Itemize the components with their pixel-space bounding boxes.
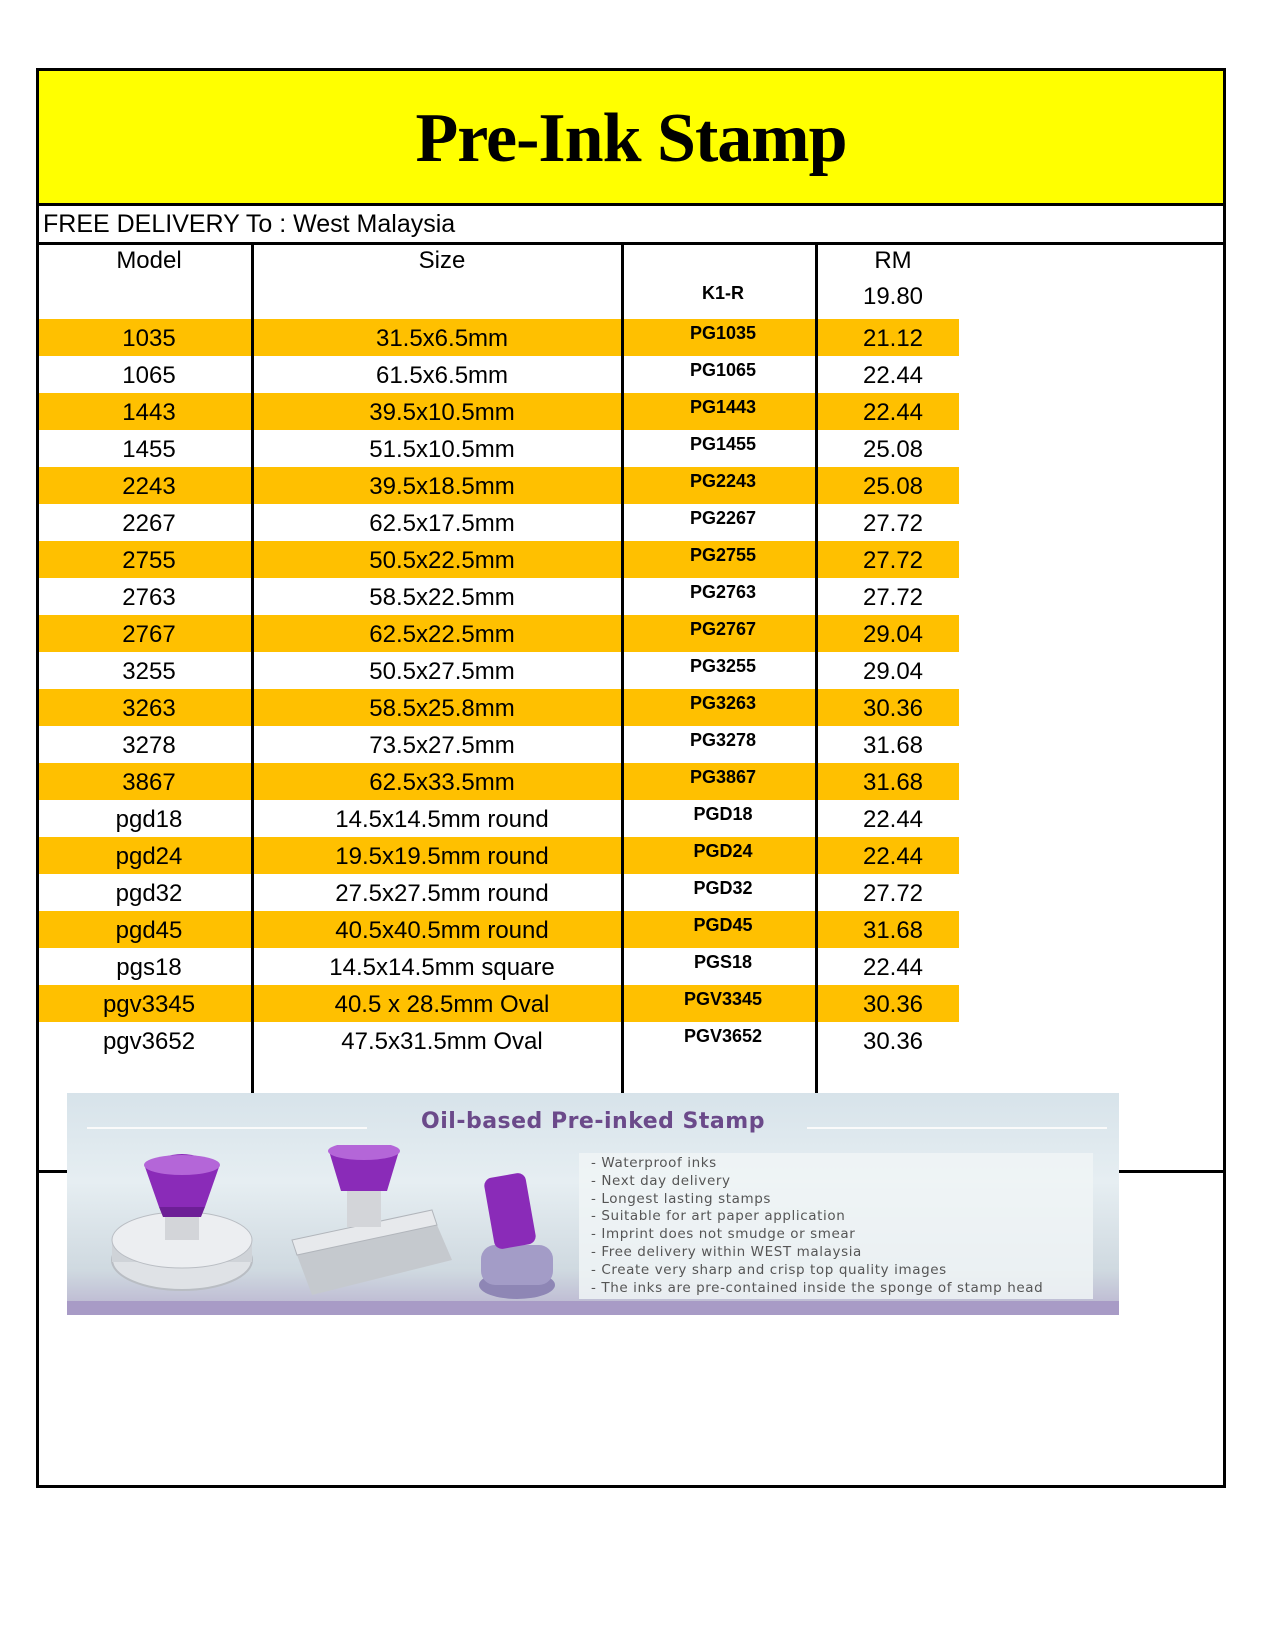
size-cell: 50.5x22.5mm [369,547,515,574]
code-cell: PG1035 [689,323,757,343]
stamp-illustration [97,1145,567,1305]
table-row [39,541,1223,578]
price-cell: 29.04 [862,621,924,648]
price-cell: 27.72 [862,584,924,611]
size-cell: 40.5 x 28.5mm Oval [334,991,550,1018]
price-cell: 30.36 [862,1028,924,1055]
price-table [39,245,1223,1170]
model-cell: 3278 [122,732,176,759]
feature-list [579,1153,1093,1299]
model-cell: pgv3652 [102,1028,196,1055]
code-cell: PG1443 [689,397,757,417]
feature-item: - Next day delivery [591,1172,731,1189]
model-cell: 1065 [122,362,176,389]
model-cell: 1443 [122,399,176,426]
price-cell: 30.36 [862,991,924,1018]
column-divider [251,245,254,1170]
price-cell: 27.72 [862,510,924,537]
feature-item: - Suitable for art paper application [591,1208,846,1225]
table-row [39,578,1223,615]
table-row [39,393,1223,430]
header-rm: RM [874,247,912,274]
feature-item: - Waterproof inks [591,1155,717,1171]
price-cell: 22.44 [862,954,924,981]
size-cell: 61.5x6.5mm [375,362,509,389]
price-cell: 25.08 [862,473,924,500]
feature-item: - Imprint does not smudge or smear [591,1226,856,1243]
table-row [39,837,1223,874]
banner-bottom-strip [67,1301,1119,1315]
model-cell: pgd32 [115,880,183,907]
size-cell: 19.5x19.5mm round [335,843,549,870]
product-banner [67,1093,1119,1315]
code-cell: PG2267 [689,508,757,528]
price-cell: 22.44 [862,843,924,870]
model-cell: 2763 [122,584,176,611]
table-row [39,948,1223,985]
size-cell: 58.5x25.8mm [369,695,515,722]
code-cell: PG2767 [689,619,757,639]
round-stamp-icon [112,1154,252,1290]
code-cell: PG1455 [689,434,757,454]
size-cell: 62.5x17.5mm [369,510,515,537]
price-cell: 30.36 [862,695,924,722]
size-cell: 62.5x22.5mm [369,621,515,648]
model-cell: pgd24 [115,843,183,870]
code-cell: PGD32 [693,878,753,898]
price-cell: 21.12 [862,325,924,352]
size-cell: 40.5x40.5mm round [335,917,549,944]
header-model: Model [116,247,182,274]
page-title: Pre-Ink Stamp [415,100,847,177]
size-cell: 47.5x31.5mm Oval [341,1028,543,1055]
size-cell: 39.5x10.5mm [369,399,515,426]
code-cell: PG3867 [689,767,757,787]
size-cell: 14.5x14.5mm square [329,954,555,981]
table-row [39,1022,1223,1059]
table-row [39,356,1223,393]
code-cell: PGV3652 [683,1026,763,1046]
code-cell: PG2243 [689,471,757,491]
size-cell: 62.5x33.5mm [369,769,515,796]
table-row [39,874,1223,911]
price-cell: 29.04 [862,658,924,685]
code-cell: PG3255 [689,656,757,676]
model-cell: pgs18 [116,954,182,981]
table-row [39,985,1223,1022]
size-cell: 27.5x27.5mm round [335,880,549,907]
size-cell: 31.5x6.5mm [375,325,509,352]
size-cell: 58.5x22.5mm [369,584,515,611]
code-cell: PG2763 [689,582,757,602]
table-row [39,800,1223,837]
feature-item: - Free delivery within WEST malaysia [591,1243,862,1260]
rectangular-stamp-icon [292,1145,452,1295]
model-cell: pgd18 [115,806,183,833]
price-cell: 25.08 [862,436,924,463]
header-size: Size [418,247,466,274]
price-cell: 22.44 [862,806,924,833]
column-divider [815,245,818,1170]
size-cell: 39.5x18.5mm [369,473,515,500]
model-cell: 1455 [122,436,176,463]
model-cell: 2267 [122,510,176,537]
table-row [39,467,1223,504]
small-stamp-icon [479,1172,555,1299]
code-cell: PGS18 [693,952,753,972]
size-cell: 73.5x27.5mm [369,732,515,759]
price-cell: 31.68 [862,732,924,759]
code-cell: PG3278 [689,730,757,750]
model-cell: 1035 [122,325,176,352]
model-cell: 2755 [122,547,176,574]
feature-item: - Longest lasting stamps [591,1190,772,1207]
table-row [39,652,1223,689]
price-sheet [36,68,1226,1488]
feature-item: - The inks are pre-contained inside the sponge of stamp head [591,1279,1044,1296]
table-row [39,615,1223,652]
size-cell: 14.5x14.5mm round [335,806,549,833]
header-rm-value: 19.80 [862,283,924,310]
model-cell: pgv3345 [102,991,196,1018]
feature-item: - Create very sharp and crisp top quality images [591,1261,947,1278]
price-cell: 27.72 [862,547,924,574]
code-cell: PGD45 [693,915,753,935]
code-cell: PG2755 [689,545,757,565]
title-band [39,71,1223,206]
model-cell: 3255 [122,658,176,685]
price-cell: 22.44 [862,362,924,389]
code-cell: PG3263 [689,693,757,713]
model-cell: 3263 [122,695,176,722]
price-cell: 27.72 [862,880,924,907]
banner-title: Oil-based Pre-inked Stamp [421,1109,765,1134]
model-cell: 2243 [122,473,176,500]
price-cell: 22.44 [862,399,924,426]
header-code: K1-R [701,283,744,303]
table-row [39,726,1223,763]
model-cell: 2767 [122,621,176,648]
table-row [39,689,1223,726]
model-cell: 3867 [122,769,176,796]
table-row [39,911,1223,948]
price-cell: 31.68 [862,917,924,944]
table-row [39,319,1223,356]
delivery-note: FREE DELIVERY To : West Malaysia [39,206,1223,245]
code-cell: PGD18 [693,804,753,824]
table-row [39,763,1223,800]
code-cell: PGD24 [693,841,753,861]
table-row [39,430,1223,467]
price-cell: 31.68 [862,769,924,796]
model-cell: pgd45 [115,917,183,944]
table-row [39,504,1223,541]
column-divider [621,245,624,1170]
code-cell: PG1065 [689,360,757,380]
size-cell: 51.5x10.5mm [369,436,515,463]
size-cell: 50.5x27.5mm [369,658,515,685]
banner-rule-right [807,1127,1107,1129]
code-cell: PGV3345 [683,989,763,1009]
